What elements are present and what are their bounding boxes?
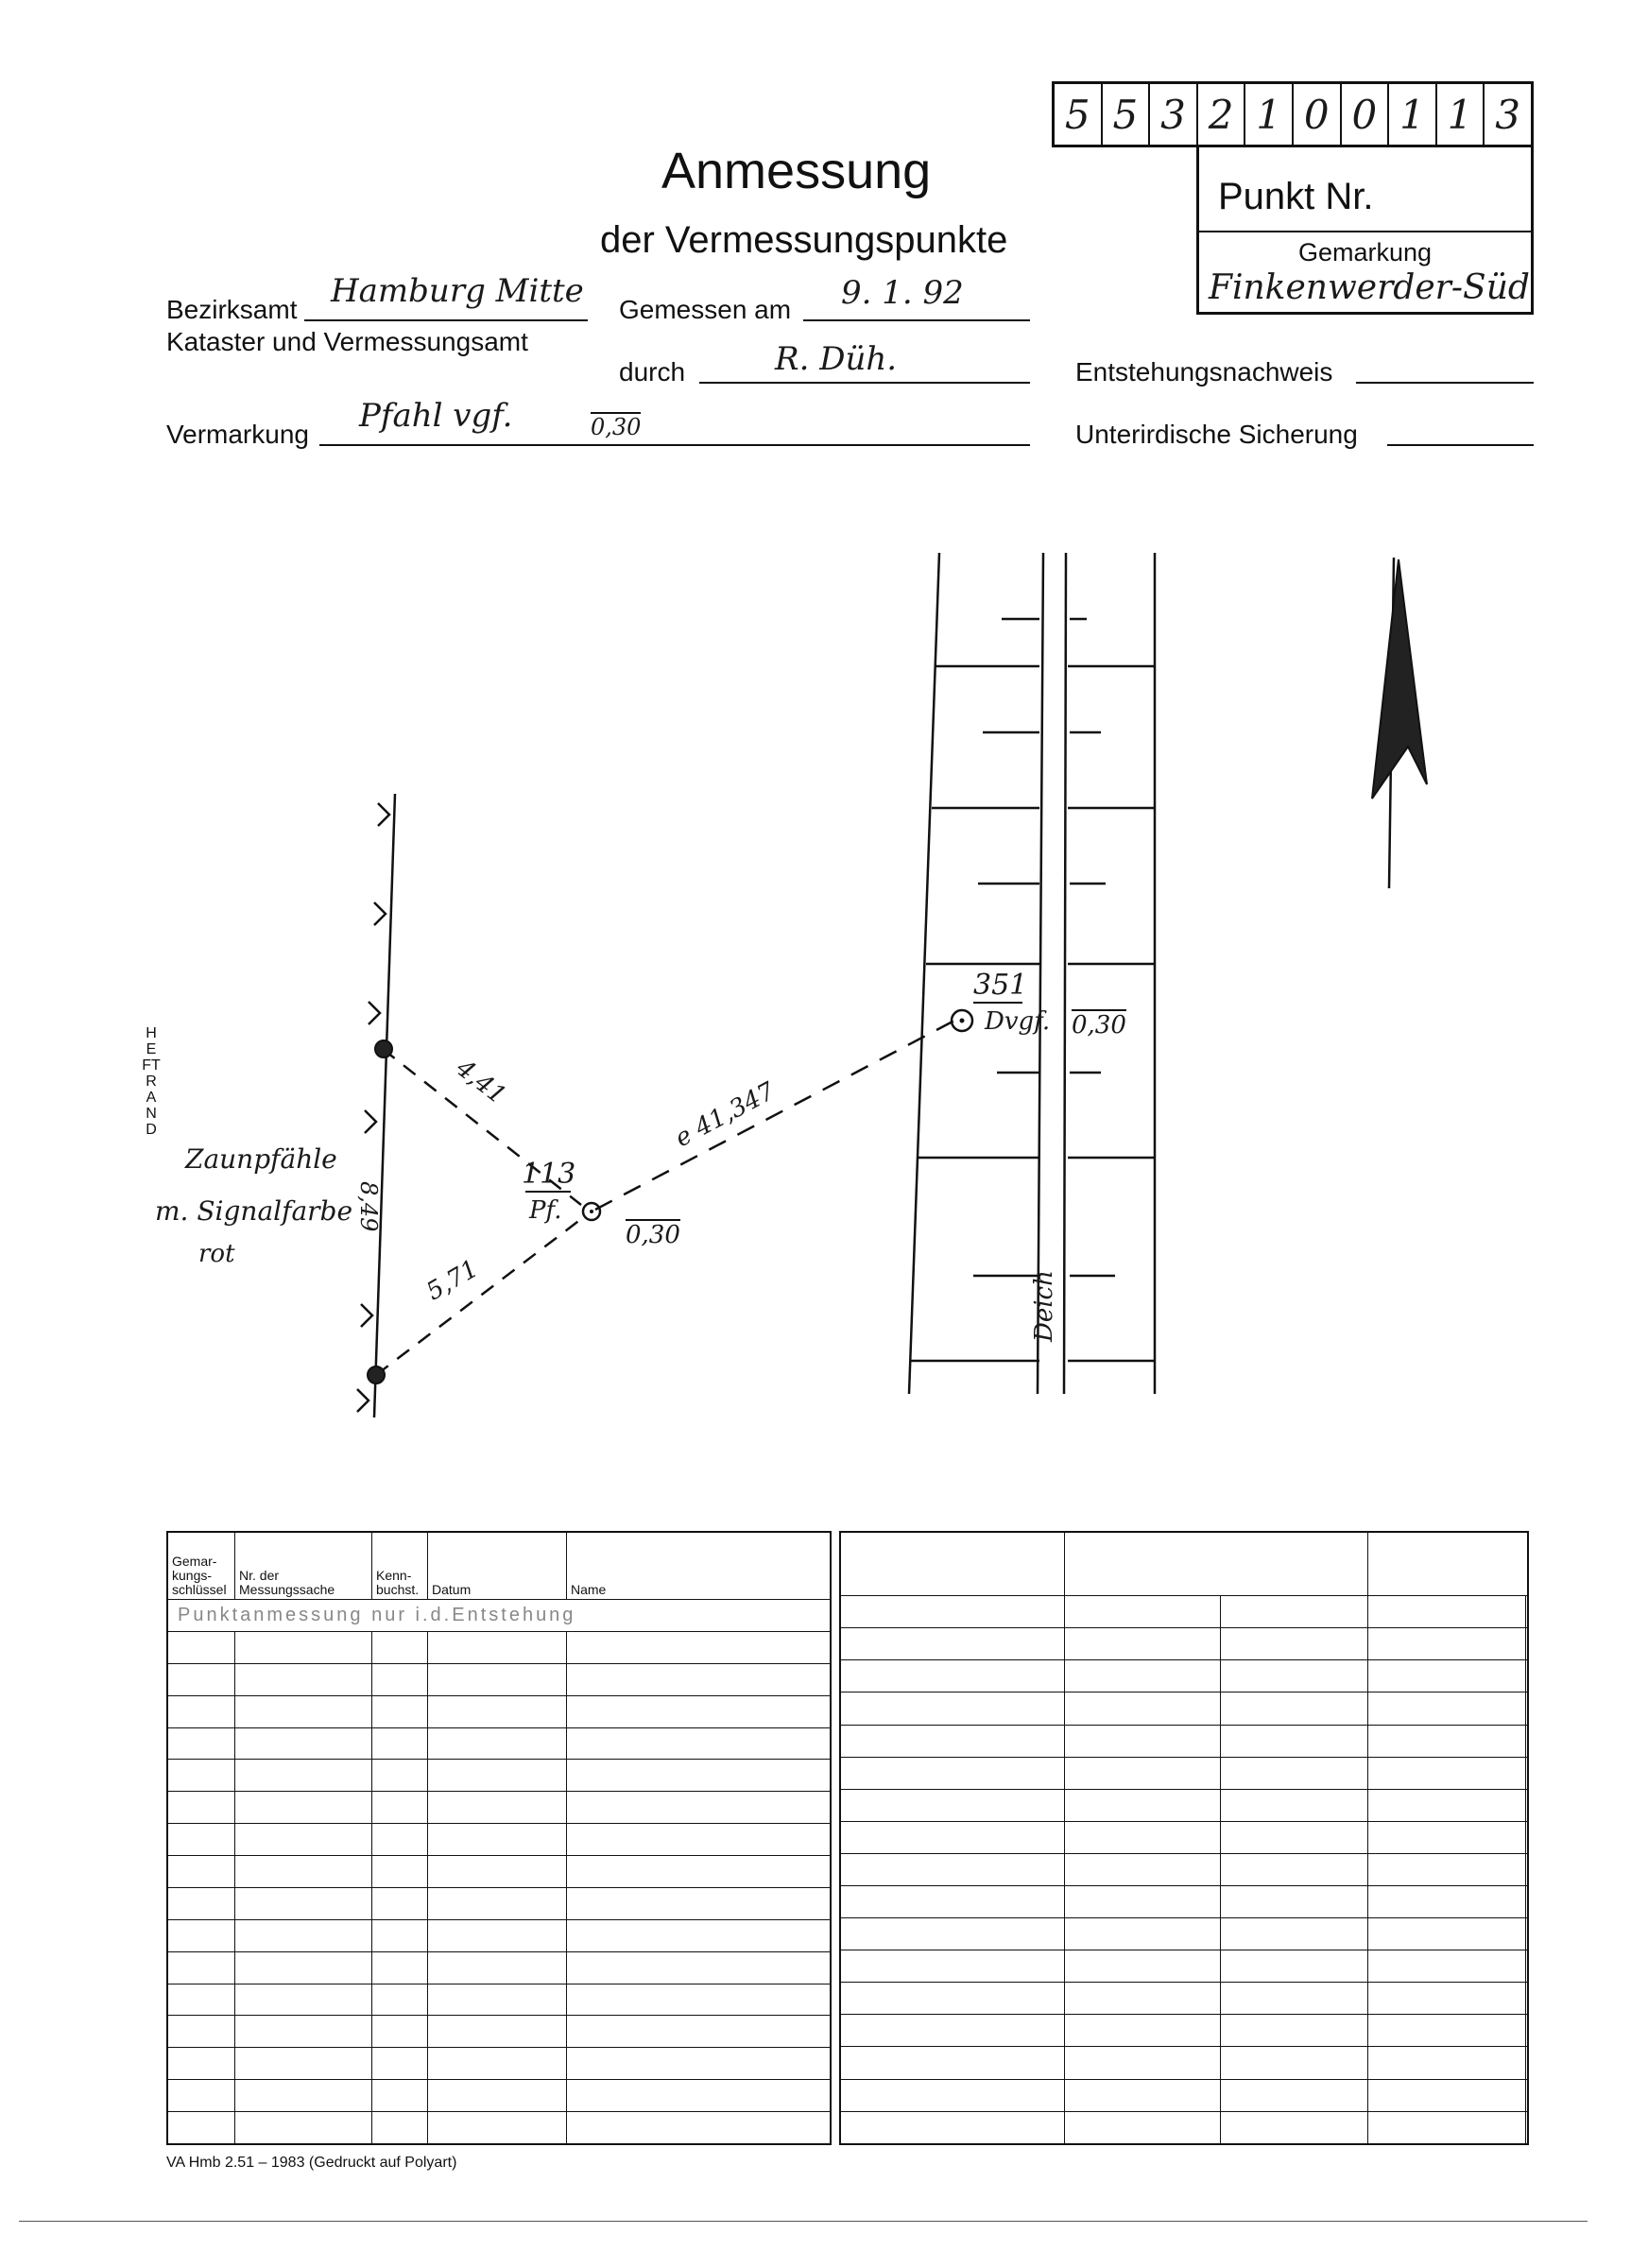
- table-row: [840, 2047, 1528, 2079]
- table-row: [167, 1984, 831, 2016]
- table-row: [167, 1887, 831, 1919]
- gemessen-label: Gemessen am: [619, 295, 792, 324]
- fence-chevron: [365, 1110, 376, 1133]
- table-row: [167, 1919, 831, 1951]
- bezirksamt-value: Hamburg Mitte: [331, 272, 584, 310]
- fence-point-icon: [368, 1366, 385, 1383]
- col-name: Name: [567, 1532, 832, 1600]
- table-row: [840, 2079, 1528, 2111]
- table-row: [167, 2016, 831, 2048]
- table-row: [167, 2080, 831, 2112]
- fence-chevron: [357, 1389, 369, 1412]
- point-113-underline: [525, 1191, 571, 1193]
- table-row: [840, 1821, 1528, 1853]
- fence-line: [374, 794, 395, 1418]
- bezirksamt-label: Bezirksamt: [166, 295, 298, 324]
- register-table-right: [839, 1531, 1529, 2145]
- form-title: Anmessung: [661, 143, 932, 199]
- distance-571: 5,71: [421, 1254, 484, 1307]
- dashed-line-571: [376, 1219, 581, 1375]
- table-header-row: [840, 1532, 1528, 1596]
- table-row: [840, 2015, 1528, 2047]
- table-row: [840, 1628, 1528, 1660]
- col-datum: Datum: [428, 1532, 567, 1600]
- point-351-depth: 0,30: [1072, 1011, 1126, 1040]
- gemessen-value: 9. 1. 92: [841, 274, 964, 312]
- dashed-line-41347: [595, 1021, 954, 1210]
- vermarkung-label: Vermarkung: [166, 420, 309, 449]
- fence-chevron: [361, 1304, 372, 1327]
- gemarkung-value: Finkenwerder-Süd: [1209, 268, 1530, 307]
- table-row: [840, 1789, 1528, 1821]
- dyke-line: [1038, 553, 1043, 1394]
- col-kennbuchstabe: Kenn-buchst.: [372, 1532, 428, 1600]
- heftrand-label: HEFTRAND: [142, 1025, 161, 1138]
- table-row: [840, 1596, 1528, 1628]
- table-row: [167, 1600, 831, 1632]
- entstehung-label: Entstehungsnachweis: [1075, 357, 1333, 387]
- table-row: [840, 1950, 1528, 1983]
- punkt-digit: 5: [1064, 91, 1090, 138]
- punkt-digit: 1: [1387, 84, 1435, 145]
- note-line3: rot: [198, 1240, 235, 1268]
- table-row: [840, 1725, 1528, 1757]
- punkt-digit: 0: [1340, 84, 1388, 145]
- kataster-label: Kataster und Vermessungsamt: [166, 327, 528, 356]
- distance-441: 4,41: [450, 1054, 511, 1110]
- table-row: [167, 1631, 831, 1663]
- punkt-digit: 2: [1196, 84, 1245, 145]
- fence-chevron: [378, 803, 389, 826]
- table-row: [167, 2048, 831, 2080]
- table-header-row: [167, 1532, 831, 1600]
- point-113-type: Pf.: [529, 1196, 562, 1225]
- durch-value: R. Düh.: [775, 340, 898, 378]
- point-351-center: [960, 1019, 965, 1023]
- table-row: [840, 1692, 1528, 1725]
- punkt-digit: 5: [1101, 84, 1149, 145]
- table-row: [167, 2112, 831, 2144]
- fence-chevron: [374, 902, 386, 925]
- table-row: [840, 1853, 1528, 1885]
- dyke-line: [909, 553, 939, 1394]
- point-351-number: 351: [973, 969, 1028, 1002]
- fence-point-icon: [375, 1040, 392, 1057]
- fence-chevron: [369, 1002, 380, 1024]
- table-row: [167, 1695, 831, 1727]
- form-footer: VA Hmb 2.51 – 1983 (Gedruckt auf Polyart): [166, 2155, 457, 2171]
- vermarkung-value: Pfahl vgf.: [359, 397, 513, 435]
- punkt-digit: 1: [1435, 84, 1484, 145]
- table-row: [167, 1824, 831, 1856]
- table-row: [167, 1792, 831, 1824]
- deich-label: Deich: [1030, 1270, 1058, 1342]
- table-row: [840, 1757, 1528, 1789]
- distance-41347: e 41,347: [670, 1076, 780, 1154]
- punkt-digit: 3: [1483, 84, 1531, 145]
- col-gemarkungsschluessel: Gemar-kungs-schlüssel: [167, 1532, 235, 1600]
- distance-849: 8,49: [355, 1181, 382, 1232]
- table-row: [840, 1660, 1528, 1692]
- dyke-line: [1064, 553, 1066, 1394]
- punkt-label: Punkt Nr.: [1218, 176, 1374, 217]
- note-line2: m. Signalfarbe: [155, 1195, 353, 1227]
- table-row: [167, 1727, 831, 1760]
- col-messungssache: Nr. der Messungssache: [235, 1532, 372, 1600]
- table-row: [840, 1886, 1528, 1918]
- point-113-depth: 0,30: [626, 1221, 680, 1249]
- table-row: [167, 1760, 831, 1792]
- table-row: [840, 1983, 1528, 2015]
- register-table-left: [166, 1531, 832, 2145]
- vermarkung-depth: 0,30: [591, 414, 642, 440]
- table-row: [167, 1663, 831, 1695]
- north-arrow-icon: [1372, 559, 1427, 799]
- table-row: [167, 1951, 831, 1984]
- gemarkung-label: Gemarkung: [1297, 238, 1433, 266]
- punkt-digit: 1: [1244, 84, 1292, 145]
- punkt-digit: 3: [1148, 84, 1196, 145]
- sicherung-label: Unterirdische Sicherung: [1075, 420, 1358, 449]
- table-row: [167, 1856, 831, 1888]
- form-subtitle: der Vermessungspunkte: [600, 219, 1008, 261]
- point-113-center: [590, 1210, 593, 1213]
- point-351-underline: [973, 1002, 1022, 1004]
- first-row-text: Punktanmessung nur i.d.Entstehung: [167, 1600, 831, 1632]
- durch-label: durch: [619, 357, 686, 387]
- punkt-digit: 0: [1292, 84, 1340, 145]
- table-row: [840, 2111, 1528, 2144]
- point-351-type: Dvgf.: [985, 1007, 1051, 1036]
- note-line1: Zaunpfähle: [185, 1143, 337, 1175]
- table-row: [840, 1918, 1528, 1950]
- scan-edge-line: [19, 2221, 1588, 2222]
- point-113-number: 113: [522, 1158, 576, 1191]
